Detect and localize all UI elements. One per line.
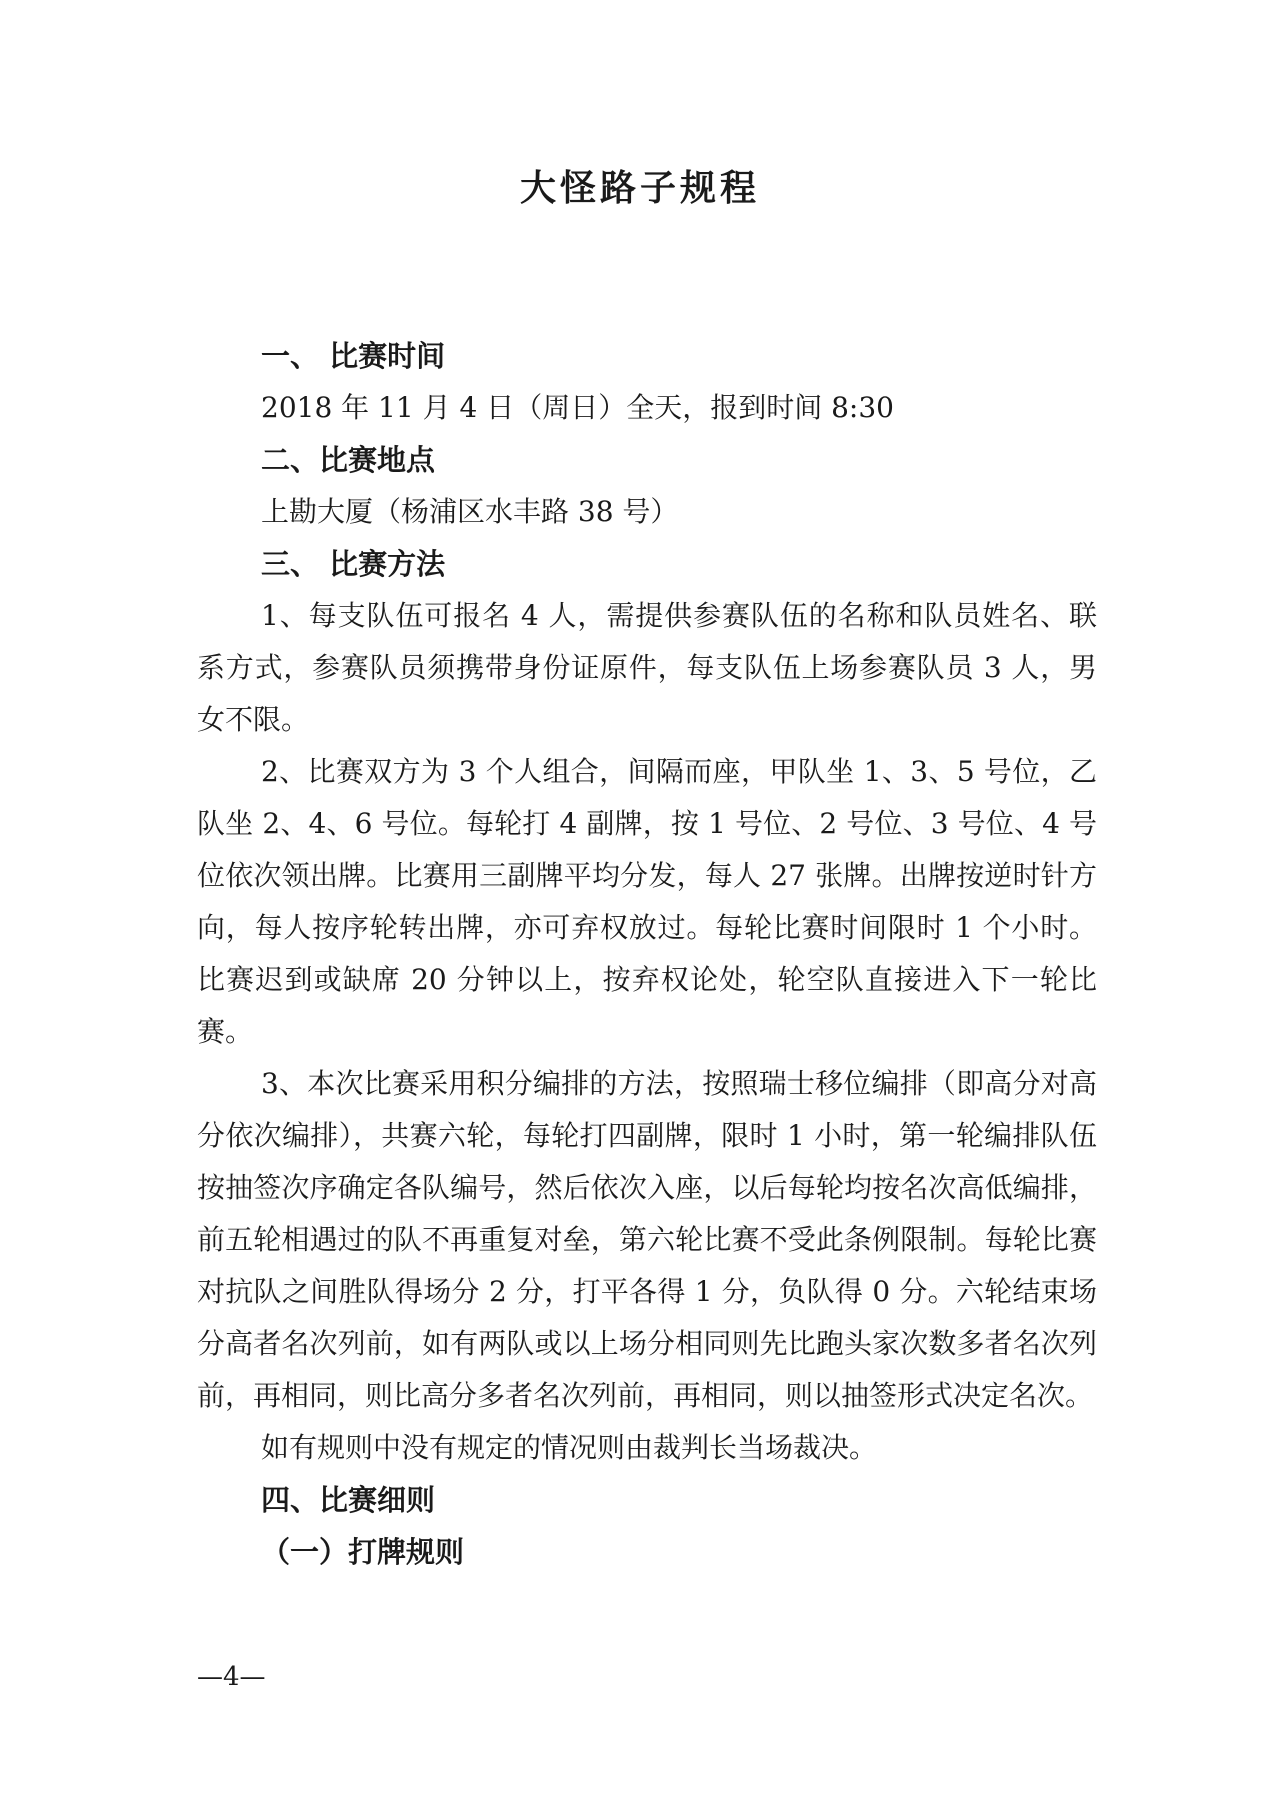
time-text: 2018 年 11 月 4 日（周日）全天，报到时间 8:30 <box>261 391 894 424</box>
section-heading-details: 四、比赛细则 <box>261 1483 436 1517</box>
method-paragraph-3: 3、本次比赛采用积分编排的方法，按照瑞士移位编排（即高分对高分依次编排），共赛六轮，每轮打四副牌，限时 1 小时，第一轮编排队伍按抽签次序确定各队编号，然后依次入座，以后每轮均按名次高低编排，前五轮相遇过的队不再重复对垒，第六轮比赛不受此条例限制。每轮比赛对抗队之间胜队得场分 2 分，打平各得 1 分，负队得 0 分。六轮结束场分高者名次列前，如有两队或以上场分相同则先比跑头家次数多者名次列前，再相同，则比高分多者名次列前，再相同，则以抽签形式决定名次。 <box>197 1067 1097 1412</box>
section-heading-venue: 二、比赛地点 <box>261 443 436 477</box>
page-number: —4— <box>197 1662 266 1692</box>
method-paragraph-1: 1、每支队伍可报名 4 人，需提供参赛队伍的名称和队员姓名、联系方式，参赛队员须携带身份证原件，每支队伍上场参赛队员 3 人，男女不限。 <box>197 599 1097 736</box>
subsection-heading-rules: （一）打牌规则 <box>261 1535 465 1569</box>
section-heading-time: 一、 比赛时间 <box>261 339 446 373</box>
venue-text: 上勘大厦（杨浦区水丰路 38 号） <box>261 495 679 528</box>
document-title: 大怪路子规程 <box>519 168 760 209</box>
method-paragraph-2: 2、比赛双方为 3 个人组合，间隔而座，甲队坐 1、3、5 号位，乙队坐 2、4、6 号位。每轮打 4 副牌，按 1 号位、2 号位、3 号位、4 号位依次领出牌。比赛用三副牌平均分发，每人 27 张牌。出牌按逆时针方向，每人按序轮转出牌，亦可弃权放过。每轮比赛时间限时 1 个小时。比赛迟到或缺席 20 分钟以上，按弃权论处，轮空队直接进入下一轮比赛。 <box>197 755 1097 1048</box>
document-body <box>197 330 1097 1578</box>
section-heading-method: 三、 比赛方法 <box>261 547 446 581</box>
method-paragraph-4: 如有规则中没有规定的情况则由裁判长当场裁决。 <box>261 1431 878 1464</box>
